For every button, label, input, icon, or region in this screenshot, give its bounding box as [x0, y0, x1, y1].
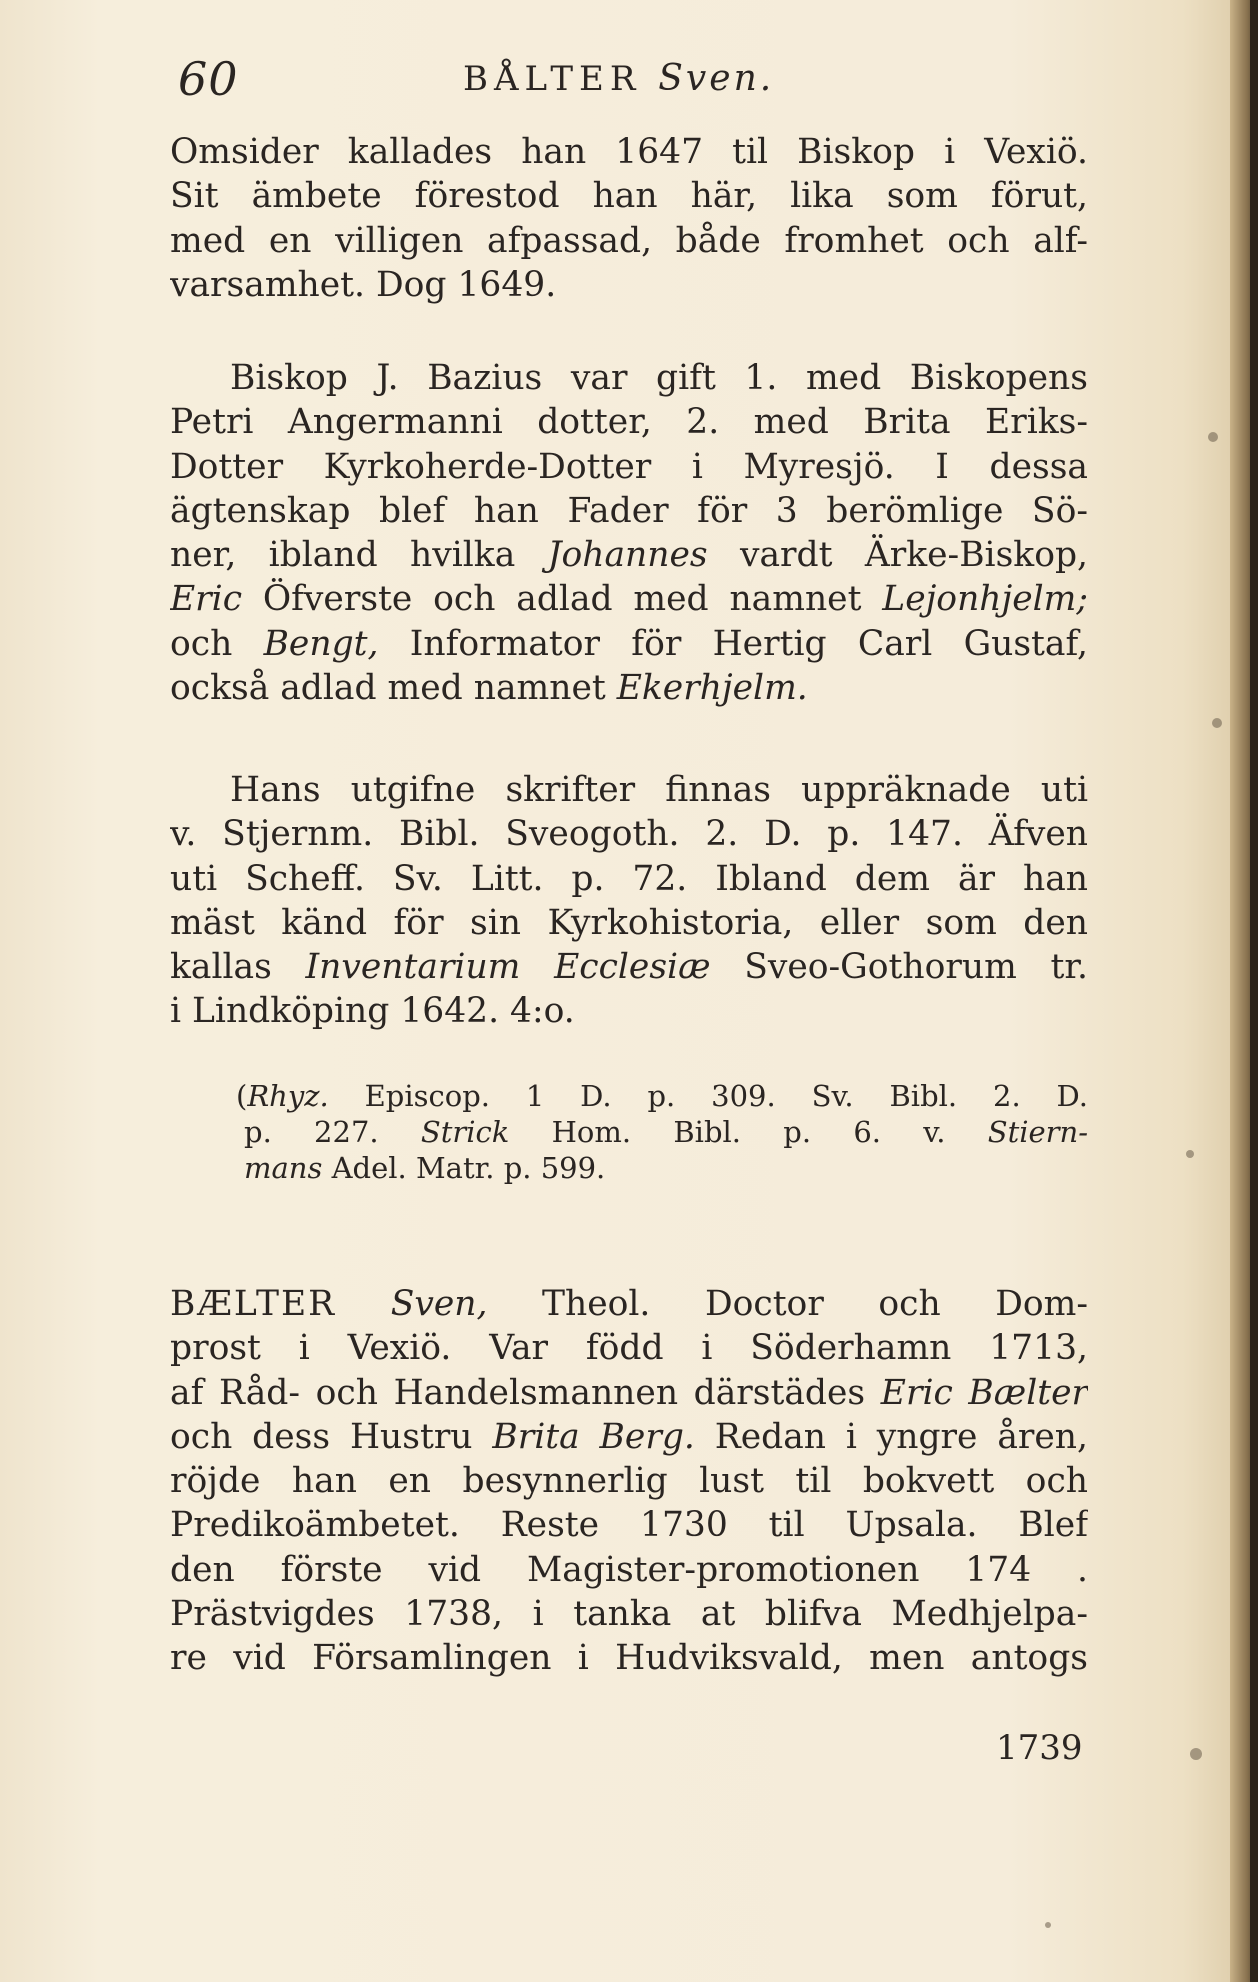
- paragraph-1: [170, 130, 1088, 307]
- text-run: och: [170, 623, 233, 664]
- author-name: Stiern-: [987, 1115, 1088, 1149]
- person-name: Ekerhjelm.: [616, 668, 808, 709]
- text-run: ner, ibland hvilka: [170, 535, 516, 576]
- text-line: [170, 945, 1088, 989]
- text-line: Predikoämbetet. Reste 1730 til Upsala. Blef: [170, 1505, 1088, 1546]
- note-line: [170, 1078, 1088, 1114]
- text-line: i Lindköping 1642. 4:o.: [170, 991, 575, 1032]
- catchword: 1739: [996, 1728, 1083, 1768]
- text-run: (: [236, 1079, 248, 1113]
- note-line: [170, 1114, 1088, 1150]
- ink-speck: [1190, 1748, 1202, 1760]
- text-run: kallas: [170, 947, 272, 988]
- page-edge-shadow: [1250, 0, 1258, 1982]
- entry-headword: BÆLTER: [170, 1284, 337, 1324]
- paragraph-4: [170, 1282, 1088, 1681]
- ink-speck: [1045, 1922, 1051, 1928]
- text-line: Dotter Kyrkoherde-Dotter i Myresjö. I dessa: [170, 446, 1088, 487]
- person-name: Sven,: [390, 1284, 488, 1324]
- text-run: af Råd- och Handelsmannen därstädes: [170, 1372, 866, 1413]
- person-name: Brita Berg.: [492, 1416, 695, 1457]
- page-header: [178, 52, 1078, 112]
- text-line: Omsider kallades han 1647 til Biskop i Vexiö.: [170, 132, 1088, 172]
- text-line: [170, 1415, 1088, 1459]
- book-title: Inventarium Ecclesiæ: [305, 947, 711, 988]
- text-line: varsamhet. Dog 1649.: [170, 264, 557, 305]
- text-line: Petri Angermanni dotter, 2. med Brita Eriks-: [170, 402, 1088, 443]
- text-line: [170, 666, 1088, 710]
- text-run: Adel. Matr. p. 599.: [331, 1151, 606, 1185]
- ink-speck: [1212, 718, 1222, 728]
- text-line: [170, 577, 1088, 621]
- paragraph-2: [170, 356, 1088, 710]
- text-run: Episcop. 1 D. p. 309. Sv. Bibl. 2. D.: [364, 1079, 1088, 1113]
- text-line: ägtenskap blef han Fader för 3 berömlige Sö-: [170, 490, 1088, 531]
- text-line: Prästvigdes 1738, i tanka at blifva Medhjelpa-: [170, 1594, 1088, 1635]
- text-line: [170, 533, 1088, 577]
- text-run: också adlad med namnet: [170, 668, 606, 709]
- text-run: p. 227.: [244, 1115, 379, 1149]
- text-line: Biskop J. Bazius var gift 1. med Biskopens: [230, 358, 1088, 398]
- text-run: Informator för Hertig Carl Gustaf,: [409, 623, 1088, 664]
- text-line: den förste vid Magister-promotionen 174 .: [170, 1549, 1088, 1590]
- text-run: Hom. Bibl. p. 6. v.: [551, 1115, 946, 1149]
- running-head-given-name: Sven.: [658, 58, 775, 99]
- text-line: röjde han en besynnerlig lust til bokvett och: [170, 1461, 1088, 1502]
- text-line: prost i Vexiö. Var född i Söderhamn 1713,: [170, 1328, 1088, 1369]
- text-line: Hans utgifne skrifter finnas uppräknade uti: [230, 770, 1088, 810]
- ink-speck: [1186, 1150, 1194, 1158]
- running-head-name: BÅLTER: [463, 59, 642, 99]
- text-line: v. Stjernm. Bibl. Sveogoth. 2. D. p. 147. Äfven: [170, 814, 1088, 855]
- person-name: Lejonhjelm;: [882, 579, 1088, 620]
- person-name: Eric: [170, 579, 243, 620]
- person-name: Eric Bælter: [880, 1372, 1088, 1413]
- text-line: Sit ämbete förestod han här, lika som förut,: [170, 176, 1088, 217]
- page-number: 60: [178, 52, 239, 106]
- text-line: re vid Församlingen i Hudviksvald, men antogs: [170, 1638, 1088, 1679]
- text-run: Sveo-Gothorum tr.: [744, 947, 1088, 988]
- text-line: [170, 1282, 1088, 1326]
- text-run: Redan i yngre åren,: [714, 1416, 1088, 1457]
- author-name: mans: [244, 1151, 323, 1185]
- text-line: [170, 622, 1088, 666]
- text-run: Theol. Doctor och Dom-: [541, 1284, 1088, 1324]
- text-run: och dess Hustru: [170, 1416, 473, 1457]
- author-name: Rhyz.: [247, 1079, 329, 1113]
- note-line: [170, 1150, 1088, 1186]
- author-name: Strick: [420, 1115, 510, 1149]
- paragraph-3: [170, 768, 1088, 1034]
- ink-speck: [1208, 432, 1218, 442]
- text-run: Öfverste och adlad med namnet: [262, 579, 862, 620]
- person-name: Bengt,: [263, 623, 379, 664]
- text-line: [170, 1371, 1088, 1415]
- text-run: vardt Ärke-Biskop,: [739, 535, 1088, 576]
- text-line: uti Scheff. Sv. Litt. p. 72. Ibland dem är han: [170, 858, 1088, 899]
- running-head: [463, 58, 774, 99]
- text-line: mäst känd för sin Kyrkohistoria, eller som den: [170, 902, 1088, 943]
- text-line: med en villigen afpassad, både fromhet och alf-: [170, 220, 1088, 261]
- reference-note: [170, 1078, 1088, 1186]
- person-name: Johannes: [547, 535, 708, 576]
